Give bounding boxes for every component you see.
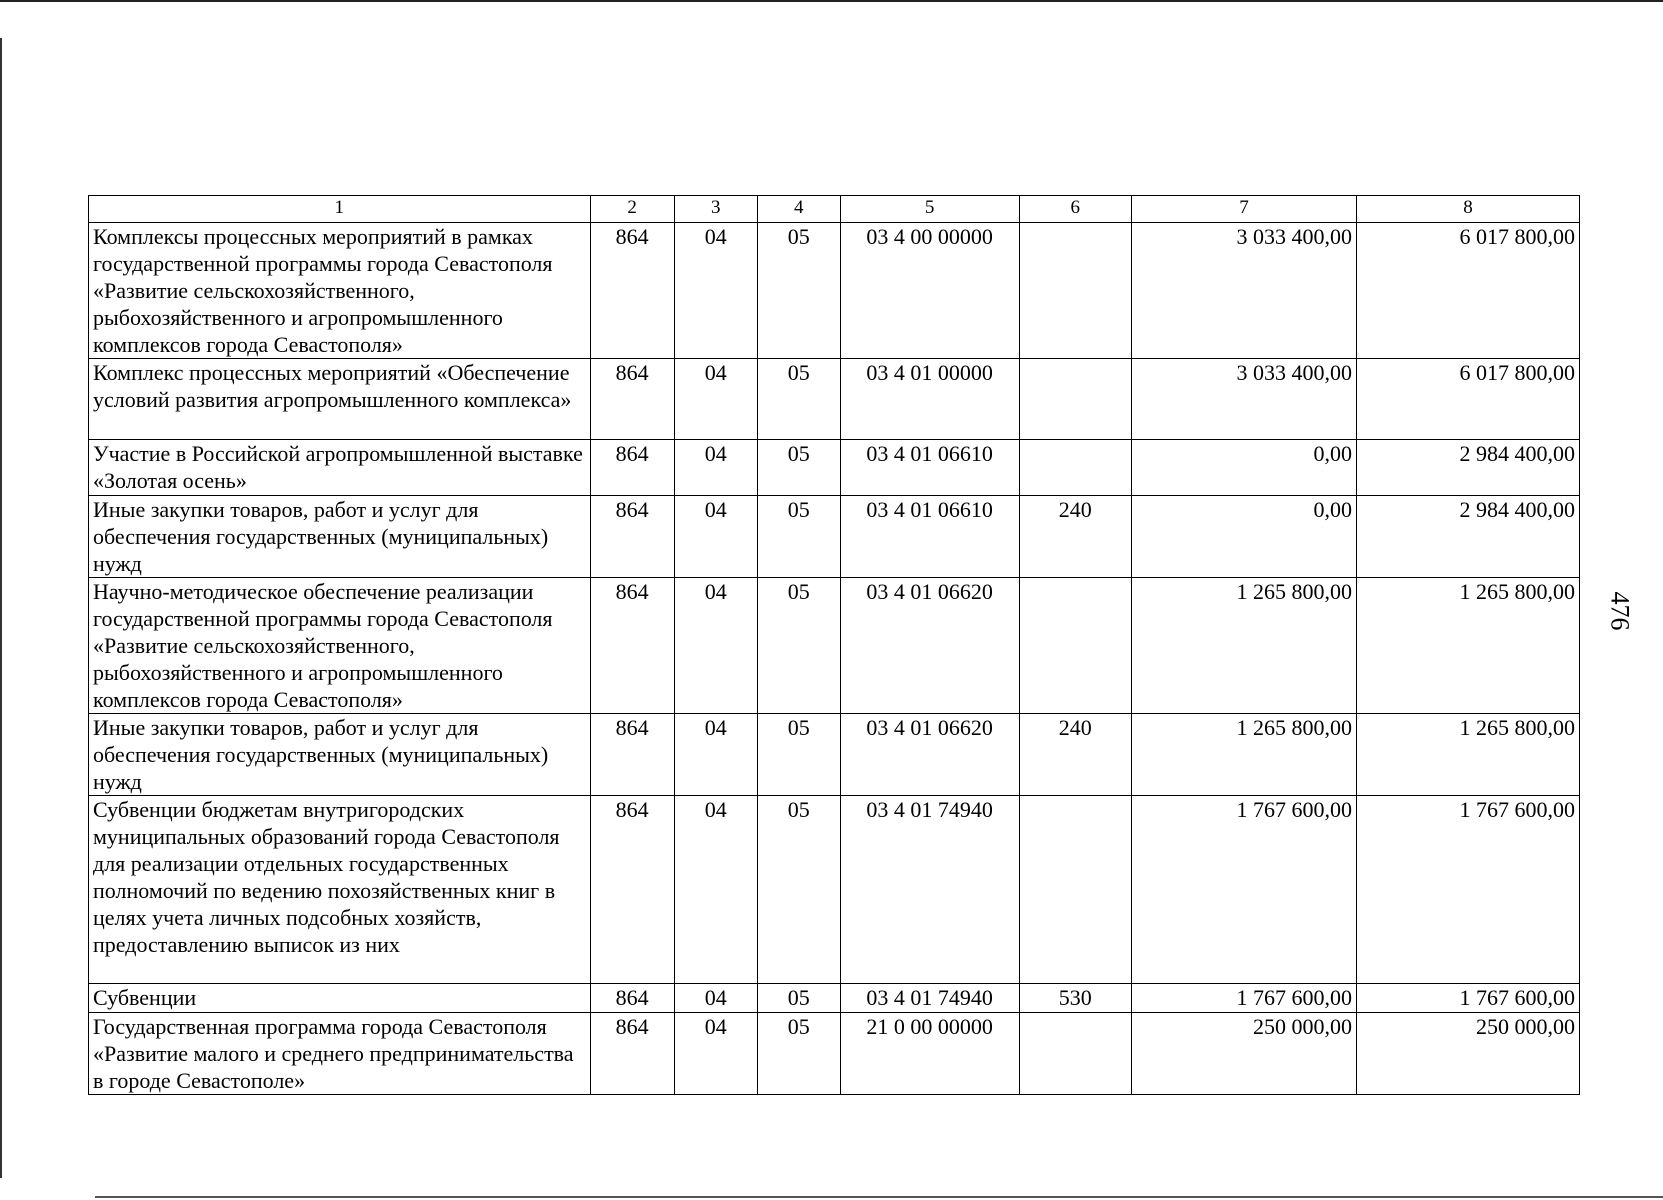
row-name: Иные закупки товаров, работ и услуг для обеспечения государственных (муниципальных) нужд [89,714,591,796]
table-row [89,359,1580,440]
row-grbs: 864 [590,1013,674,1095]
row-amount-col8: 2 984 400,00 [1357,496,1580,578]
row-subsection: 05 [757,359,840,440]
row-subsection: 05 [757,984,840,1013]
table-row [89,796,1580,984]
row-target-article: 03 4 01 06610 [840,440,1019,496]
row-amount-col7: 1 767 600,00 [1132,796,1357,984]
row-amount-col8: 1 265 800,00 [1357,578,1580,714]
row-grbs: 864 [590,223,674,359]
row-expense-type [1019,440,1132,496]
row-target-article: 03 4 01 06620 [840,578,1019,714]
row-grbs: 864 [590,496,674,578]
column-header: 7 [1132,196,1357,223]
row-expense-type: 530 [1019,984,1132,1013]
row-target-article: 21 0 00 00000 [840,1013,1019,1095]
row-name: Научно-методическое обеспечение реализации государственной программы города Севастополя «Развитие сельскохозяйственного, рыбохозяйственного и агропромышленного комплексов города Севастополя» [89,578,591,714]
column-header: 2 [590,196,674,223]
table-row [89,714,1580,796]
scan-edge-left [0,38,2,1178]
row-amount-col7: 3 033 400,00 [1132,223,1357,359]
row-amount-col7: 1 767 600,00 [1132,984,1357,1013]
row-grbs: 864 [590,440,674,496]
row-grbs: 864 [590,359,674,440]
column-header: 4 [757,196,840,223]
row-grbs: 864 [590,714,674,796]
row-target-article: 03 4 01 00000 [840,359,1019,440]
row-section: 04 [674,984,757,1013]
row-section: 04 [674,440,757,496]
row-subsection: 05 [757,1013,840,1095]
row-amount-col7: 1 265 800,00 [1132,578,1357,714]
row-expense-type: 240 [1019,714,1132,796]
row-grbs: 864 [590,984,674,1013]
row-name: Государственная программа города Севастополя «Развитие малого и среднего предпринимательства в городе Севастополе» [89,1013,591,1095]
table-header-row [89,196,1580,223]
page-number: 476 [1605,591,1635,631]
table-row [89,578,1580,714]
row-amount-col8: 6 017 800,00 [1357,359,1580,440]
row-amount-col7: 250 000,00 [1132,1013,1357,1095]
row-section: 04 [674,578,757,714]
row-expense-type [1019,796,1132,984]
row-section: 04 [674,496,757,578]
row-grbs: 864 [590,796,674,984]
column-header: 5 [840,196,1019,223]
row-amount-col7: 0,00 [1132,496,1357,578]
row-subsection: 05 [757,496,840,578]
row-subsection: 05 [757,578,840,714]
row-subsection: 05 [757,440,840,496]
row-name: Комплекс процессных мероприятий «Обеспечение условий развития агропромышленного комплекса» [89,359,591,440]
row-target-article: 03 4 00 00000 [840,223,1019,359]
column-header: 6 [1019,196,1132,223]
row-name: Субвенции бюджетам внутригородских муниципальных образований города Севастополя для реализации отдельных государственных полномочий по ведению похозяйственных книг в целях учета личных подсобных хозяйств, предоставлению выписок из них [89,796,591,984]
row-expense-type: 240 [1019,496,1132,578]
row-amount-col8: 1 265 800,00 [1357,714,1580,796]
row-expense-type [1019,359,1132,440]
scan-edge-bottom [95,1196,1663,1198]
row-subsection: 05 [757,796,840,984]
table-row [89,440,1580,496]
row-amount-col7: 0,00 [1132,440,1357,496]
scan-edge-top [0,0,1663,2]
row-section: 04 [674,223,757,359]
row-name: Комплексы процессных мероприятий в рамках государственной программы города Севастополя «Развитие сельскохозяйственного, рыбохозяйственного и агропромышленного комплексов города Севастополя» [89,223,591,359]
row-grbs: 864 [590,578,674,714]
table-row [89,496,1580,578]
budget-table [88,195,1580,1095]
row-amount-col7: 1 265 800,00 [1132,714,1357,796]
row-name: Участие в Российской агропромышленной выставке «Золотая осень» [89,440,591,496]
column-header: 8 [1357,196,1580,223]
row-subsection: 05 [757,714,840,796]
row-amount-col8: 2 984 400,00 [1357,440,1580,496]
row-section: 04 [674,796,757,984]
row-amount-col8: 250 000,00 [1357,1013,1580,1095]
row-section: 04 [674,714,757,796]
row-expense-type [1019,1013,1132,1095]
row-amount-col8: 1 767 600,00 [1357,984,1580,1013]
table-row [89,1013,1580,1095]
row-section: 04 [674,359,757,440]
table-row [89,223,1580,359]
row-subsection: 05 [757,223,840,359]
row-target-article: 03 4 01 06620 [840,714,1019,796]
row-name: Иные закупки товаров, работ и услуг для обеспечения государственных (муниципальных) нужд [89,496,591,578]
table-row [89,984,1580,1013]
column-header: 3 [674,196,757,223]
row-target-article: 03 4 01 06610 [840,496,1019,578]
row-expense-type [1019,223,1132,359]
column-header: 1 [89,196,591,223]
row-amount-col7: 3 033 400,00 [1132,359,1357,440]
row-name: Субвенции [89,984,591,1013]
row-expense-type [1019,578,1132,714]
row-target-article: 03 4 01 74940 [840,796,1019,984]
row-target-article: 03 4 01 74940 [840,984,1019,1013]
row-amount-col8: 6 017 800,00 [1357,223,1580,359]
row-amount-col8: 1 767 600,00 [1357,796,1580,984]
row-section: 04 [674,1013,757,1095]
